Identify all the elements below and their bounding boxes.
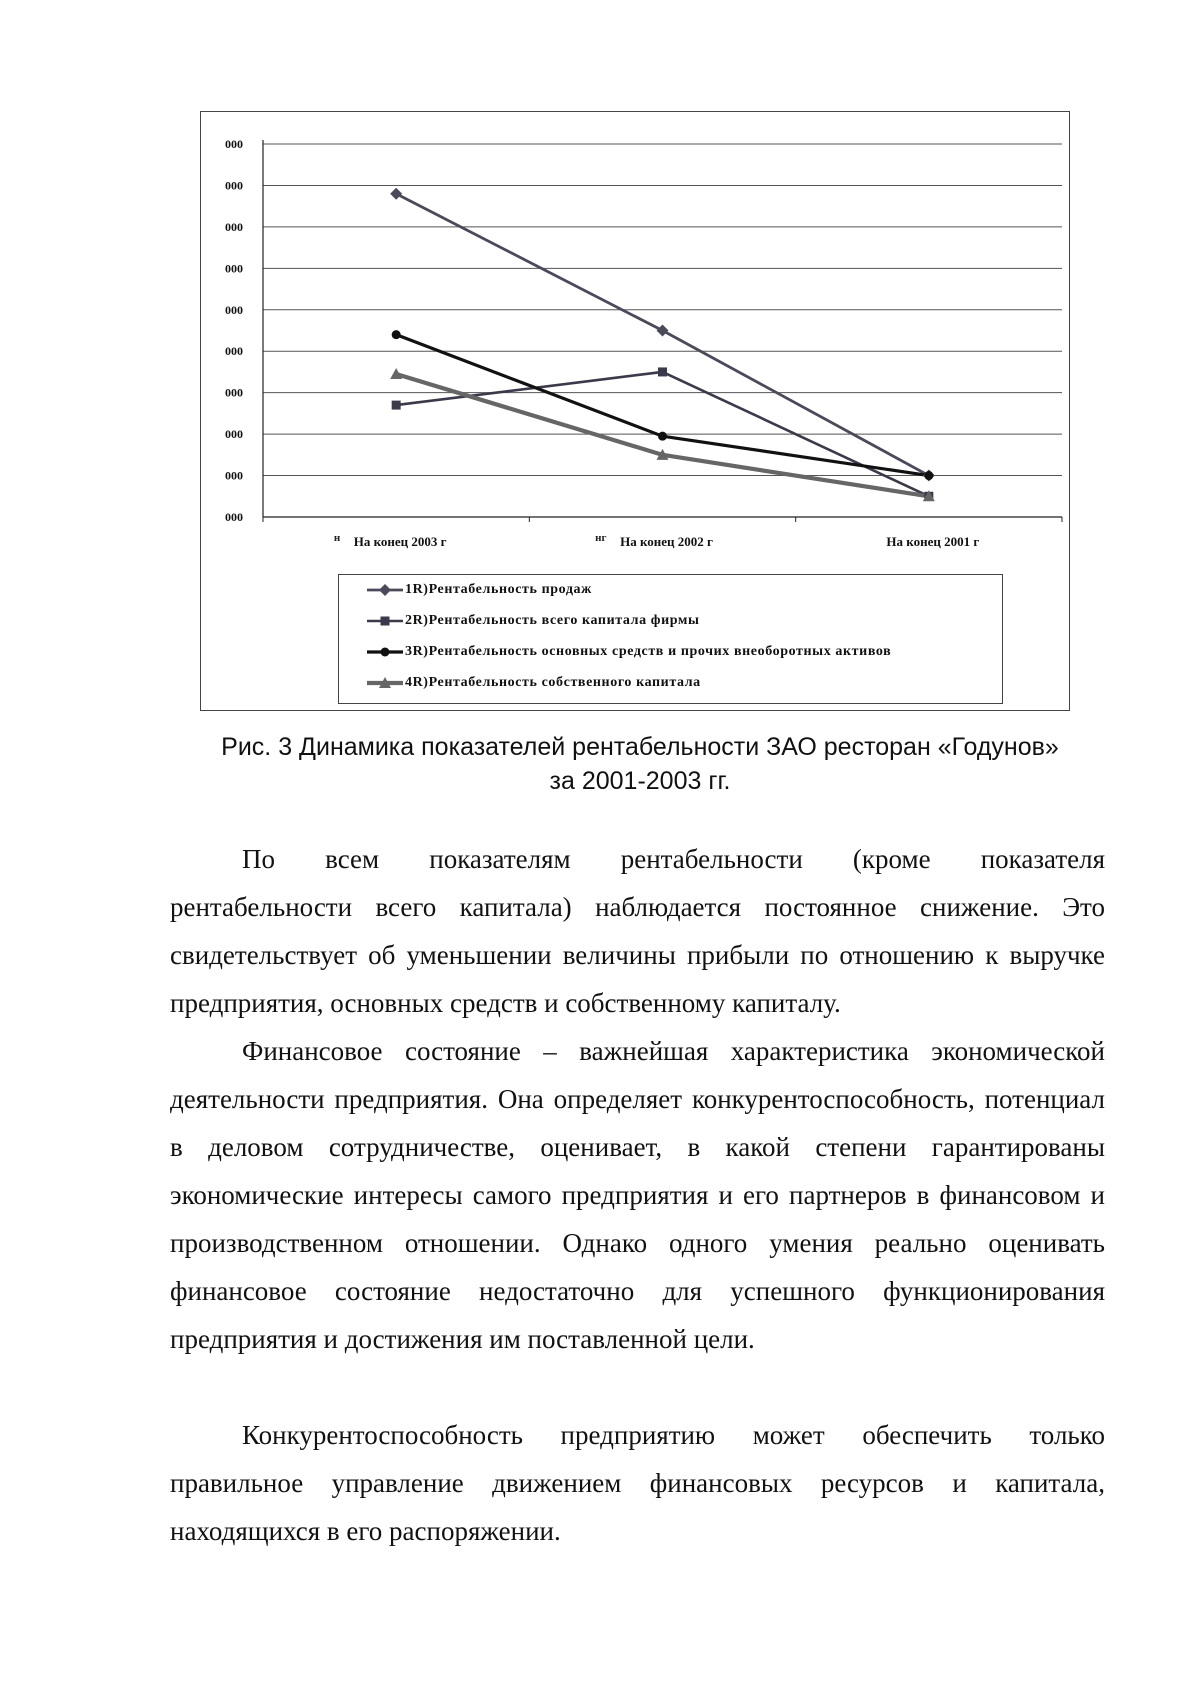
paragraph-first-line: По всем показателям рентабельности (кроме показателя	[242, 844, 1105, 874]
paragraph-body: правильное управление движением финансовых ресурсов и капитала, находящихся в его распоряжении.	[170, 1468, 1105, 1546]
legend-label: 3R)Рентабельность основных средств и прочих внеоборотных активов	[405, 644, 892, 659]
x-tick-prefix: нг	[595, 532, 607, 544]
data-point-circle	[658, 432, 667, 441]
data-point-circle	[924, 471, 933, 480]
legend-item	[339, 577, 592, 603]
data-point-square	[658, 367, 667, 376]
figure-caption-line2: за 2001-2003 гг.	[549, 767, 731, 795]
y-tick-label: 000	[225, 427, 243, 442]
y-tick-label: 000	[225, 468, 243, 483]
x-tick-label: На конец 2001 г	[886, 534, 980, 549]
paragraph-first-line: Финансовое состояние – важнейшая характеристика экономической	[242, 1036, 1105, 1066]
legend-swatch	[339, 611, 405, 631]
data-point-diamond	[390, 188, 402, 200]
data-point-diamond	[657, 325, 669, 337]
x-tick-prefix: н	[333, 532, 341, 544]
x-tick-label: На конец 2003 г	[353, 534, 447, 549]
paragraph-first-line: Конкурентоспособность предприятию может обеспечить только	[242, 1420, 1105, 1450]
paragraph	[170, 835, 1105, 1027]
y-tick-label: 000	[225, 178, 243, 193]
y-tick-label: 000	[225, 261, 243, 276]
y-tick-label: 000	[225, 302, 243, 317]
legend-swatch	[339, 580, 405, 600]
x-tick-label: На конец 2002 г	[620, 534, 713, 549]
legend-marker	[379, 584, 391, 596]
legend-marker	[381, 617, 390, 626]
chart-frame	[200, 111, 1070, 711]
legend-marker	[381, 648, 390, 657]
chart-legend	[338, 574, 1003, 704]
paragraph	[170, 1411, 1105, 1555]
y-tick-label: 000	[225, 385, 243, 400]
legend-swatch	[339, 673, 405, 693]
paragraph-body: рентабельности всего капитала) наблюдается постоянное снижение. Это свидетельствует об уменьшении величины прибыли по отношению к выручке предприятия, основных средств и собственному капиталу.	[170, 892, 1105, 1018]
data-point-circle	[392, 330, 401, 339]
y-tick-label: 000	[225, 344, 243, 359]
paragraph	[170, 1027, 1105, 1363]
legend-label: 1R)Рентабельность продаж	[405, 582, 592, 597]
legend-item	[339, 670, 701, 696]
figure-caption-line1: Рис. 3 Динамика показателей рентабельности ЗАО ресторан «Годунов»	[221, 733, 1059, 761]
y-tick-label: 000	[225, 219, 243, 234]
legend-item	[339, 608, 700, 634]
paragraph-body: деятельности предприятия. Она определяет конкурентоспособность, потенциал в деловом сотрудничестве, оценивает, в какой степени гарантированы экономические интересы самого предприятия и его партнеров в финансовом и производственном отношении. Однако одного умения реально оценивать финансовое состояние недостаточно для успешного функционирования предприятия и достижения им поставленной цели.	[170, 1084, 1105, 1354]
data-point-square	[392, 401, 401, 410]
legend-item	[339, 639, 891, 665]
legend-label: 2R)Рентабельность всего капитала фирмы	[405, 613, 700, 628]
y-tick-label: 000	[225, 510, 243, 524]
legend-swatch	[339, 642, 405, 662]
legend-label: 4R)Рентабельность собственного капитала	[405, 675, 701, 690]
y-tick-label: 000	[225, 137, 243, 151]
